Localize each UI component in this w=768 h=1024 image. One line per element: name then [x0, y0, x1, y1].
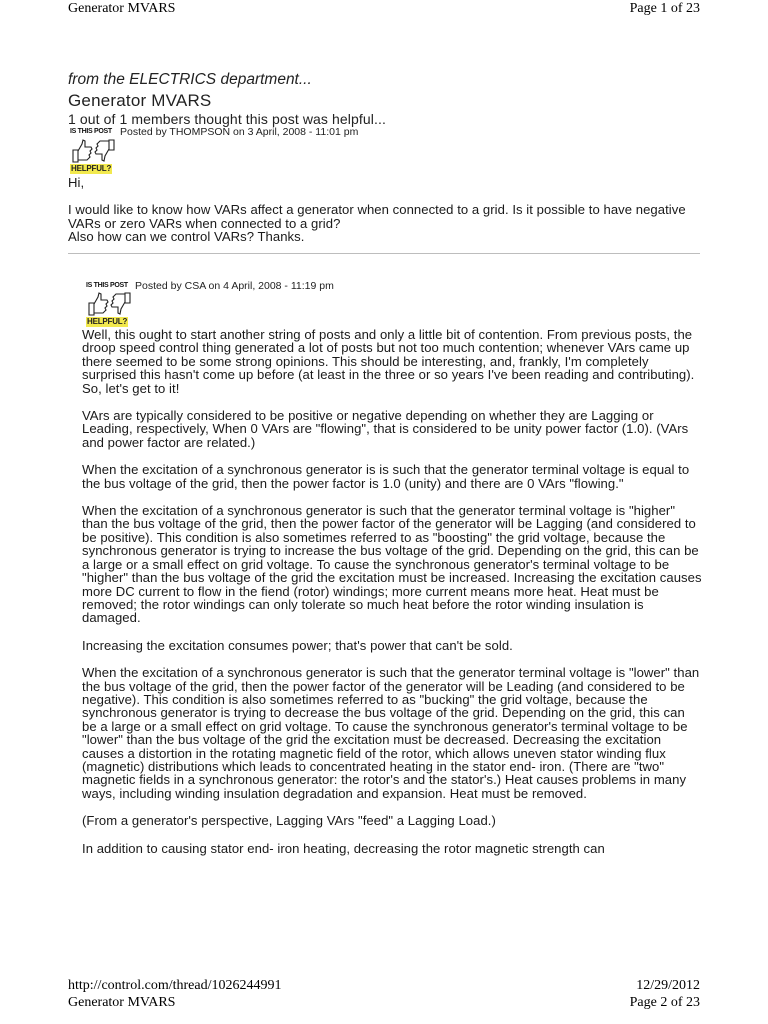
answer-paragraph: When the excitation of a synchronous generator is is such that the generator terminal voltage is equal to the bus voltage of the grid, then the power factor is 1.0 (unity) and there are 0 VArs "flowing."	[82, 462, 690, 491]
question-posted-by: Posted by THOMPSON on 3 April, 2008 - 11:01 pm	[120, 126, 359, 138]
answer-paragraph: VArs are typically considered to be positive or negative depending on whether they are Lagging or Leading, respectively, When 0 VArs are "flowing", that is considered to be unity power factor (1.0). (VArs and power factor are related.)	[82, 408, 689, 450]
answer-paragraph: When the excitation of a synchronous generator is such that the generator terminal voltage is "lower" than the bus voltage of the grid, then the power factor of the generator will be Leading (and considered to be negative). This condition is also sometimes referred to as "bucking" the grid voltage, because the synchronous generator is trying to decrease the bus voltage of the grid. Depending on the grid, this can be a large or a small effect on grid voltage. To cause the synchronous generator's terminal voltage to be "lower" than the bus voltage of the grid the excitation must be decreased. Decreasing the excitation causes a distortion in the rotating magnetic field of the rotor, which allows uneven stator winding flux (magnetic) distributions which leads to concentrated heating in the stator end- iron. (There are "two" magnetic fields in a synchronous generator: the rotor's and the stator's.) Heat causes problems in many ways, including winding insulation degradation and expansion. Heat must be removed.	[82, 665, 700, 801]
department-label: from the ELECTRICS department...	[68, 71, 312, 88]
answer-paragraph: Well, this ought to start another string of posts and only a little bit of contention. From previous posts, the droop speed control thing generated a lot of posts but not too much contention; whenever VArs came up there seemed to be some strong opinions. This should be interesting, and, frankly, I'm completely surprised this hasn't come up before (at least in the three or so years I've been reading and contributing). So, let's get to it!	[82, 327, 695, 396]
answer-posted-by: Posted by CSA on 4 April, 2008 - 11:19 pm	[135, 280, 334, 292]
post-divider	[68, 253, 700, 254]
helpful-tag: HELPFUL?	[87, 317, 128, 326]
is-this-post-label: IS THIS POST	[70, 128, 112, 135]
thumbs-down-icon[interactable]	[94, 138, 118, 164]
page-header-page-number: Page 1 of 23	[629, 1, 700, 16]
footer-url[interactable]: http://control.com/thread/1026244991	[68, 978, 282, 993]
answer-body	[82, 328, 702, 869]
thread-title: Generator MVARS	[68, 91, 212, 110]
footer-page-number: Page 2 of 23	[629, 995, 700, 1010]
footer-date: 12/29/2012	[636, 978, 700, 993]
answer-paragraph: Increasing the excitation consumes power; that's power that can't be sold.	[82, 637, 513, 653]
question-paragraph: Hi,	[68, 175, 85, 190]
footer-title: Generator MVARS	[68, 995, 176, 1010]
helpful-count: 1 out of 1 members thought this post was helpful...	[68, 111, 386, 127]
helpful-vote[interactable]	[70, 138, 118, 164]
is-this-post-label: IS THIS POST	[86, 282, 128, 289]
answer-paragraph: (From a generator's perspective, Lagging VArs "feed" a Lagging Load.)	[82, 813, 496, 829]
helpful-tag: HELPFUL?	[71, 164, 112, 173]
helpful-vote[interactable]	[86, 291, 134, 317]
page-header-title: Generator MVARS	[68, 1, 176, 16]
answer-paragraph: When the excitation of a synchronous generator is such that the generator terminal voltage is "higher" than the bus voltage of the grid, then the power factor of the generator will be Lagging (and considered to be positive). This condition is also sometimes referred to as "boosting" the grid voltage, because the synchronous generator is trying to increase the bus voltage of the grid. Depending on the grid, this can be a large or a small effect on grid voltage. To cause the synchronous generator's terminal voltage to be "higher" than the bus voltage of the grid the excitation must be increased. Increasing the excitation causes more DC current to flow in the fiend (rotor) windings; more current means more heat. Heat must be removed; the rotor windings can only tolerate so much heat before the rotor winding insulation is damaged.	[82, 503, 702, 626]
question-paragraph: I would like to know how VARs affect a generator when connected to a grid. Is it possible to have negative VARs or zero VARs when connected to a grid? Also how can we control VARs? Thanks.	[68, 202, 686, 245]
answer-paragraph: In addition to causing stator end- iron heating, decreasing the rotor magnetic strength can	[82, 840, 605, 856]
question-body	[68, 176, 708, 258]
thumbs-down-icon[interactable]	[110, 291, 134, 317]
